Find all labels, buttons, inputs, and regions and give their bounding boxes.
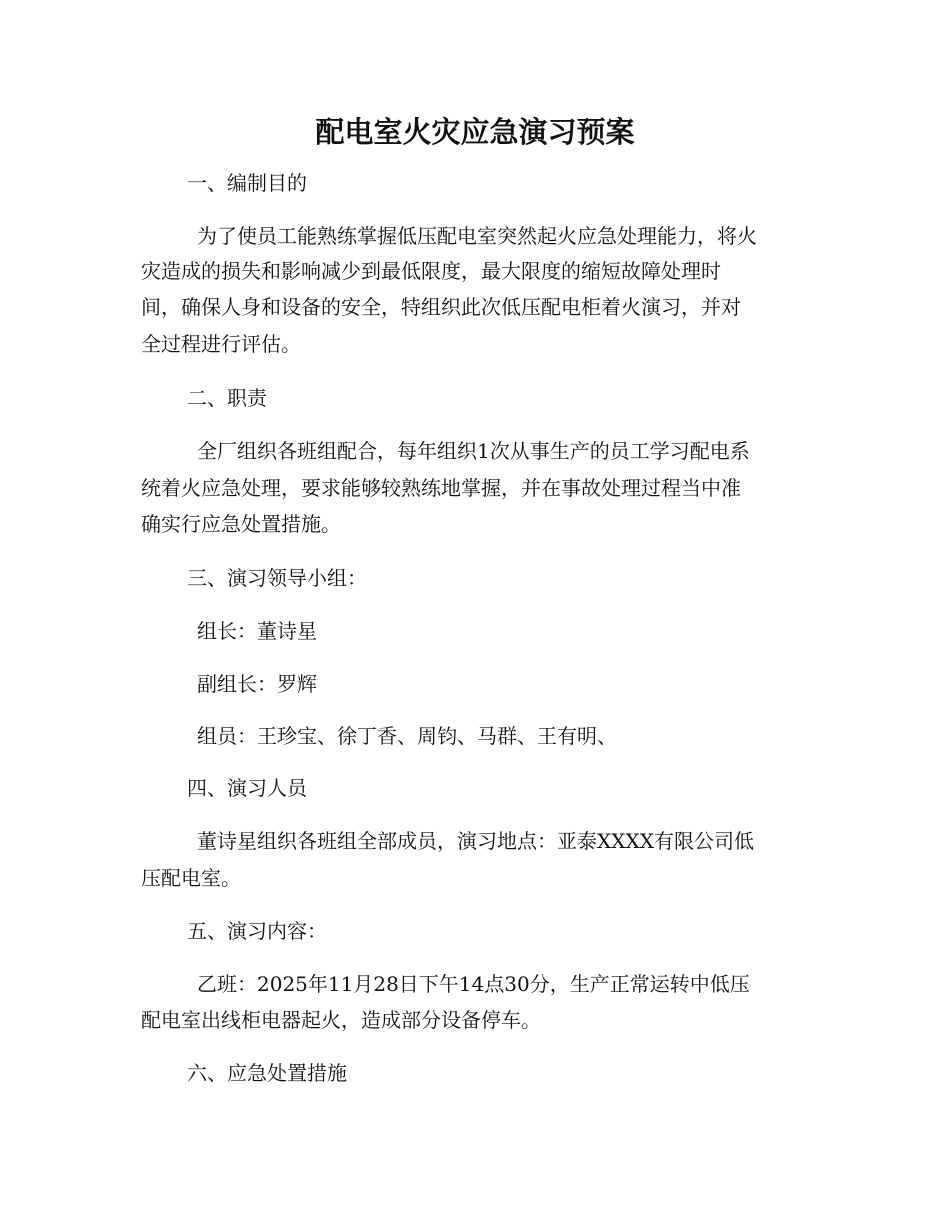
section-heading-purpose: 一、编制目的 xyxy=(187,171,307,195)
members-line: 组员：王珍宝、徐丁香、周钧、马群、王有明、 xyxy=(197,724,617,748)
paragraph-line: 全过程进行评估。 xyxy=(141,332,301,356)
paragraph-line: 董诗星组织各班组全部成员，演习地点：亚泰XXXX有限公司低 xyxy=(197,829,754,853)
section-heading-duties: 二、职责 xyxy=(187,386,267,410)
paragraph-line: 乙班：2025年11月28日下午14点30分，生产正常运转中低压 xyxy=(197,972,750,996)
paragraph-line: 灾造成的损失和影响减少到最低限度，最大限度的缩短故障处理时 xyxy=(141,259,721,283)
paragraph-line: 配电室出线柜电器起火，造成部分设备停车。 xyxy=(141,1008,541,1032)
section-heading-measures: 六、应急处置措施 xyxy=(187,1061,347,1085)
deputy-leader-line: 副组长：罗辉 xyxy=(197,672,317,696)
section-heading-leadership: 三、演习领导小组： xyxy=(187,566,367,590)
paragraph-line: 全厂组织各班组配合，每年组织1次从事生产的员工学习配电系 xyxy=(197,439,750,463)
paragraph-line: 确实行应急处置措施。 xyxy=(141,512,341,536)
paragraph-line: 间，确保人身和设备的安全，特组织此次低压配电柜着火演习，并对 xyxy=(141,295,741,319)
section-heading-content: 五、演习内容： xyxy=(187,919,327,943)
paragraph-line: 压配电室。 xyxy=(141,866,241,890)
paragraph-line: 统着火应急处理，要求能够较熟练地掌握，并在事故处理过程当中准 xyxy=(141,476,741,500)
section-heading-personnel: 四、演习人员 xyxy=(187,776,307,800)
leader-line: 组长：董诗星 xyxy=(197,619,317,643)
document-title: 配电室火灾应急演习预案 xyxy=(315,115,635,149)
paragraph-line: 为了使员工能熟练掌握低压配电室突然起火应急处理能力，将火 xyxy=(197,224,757,248)
